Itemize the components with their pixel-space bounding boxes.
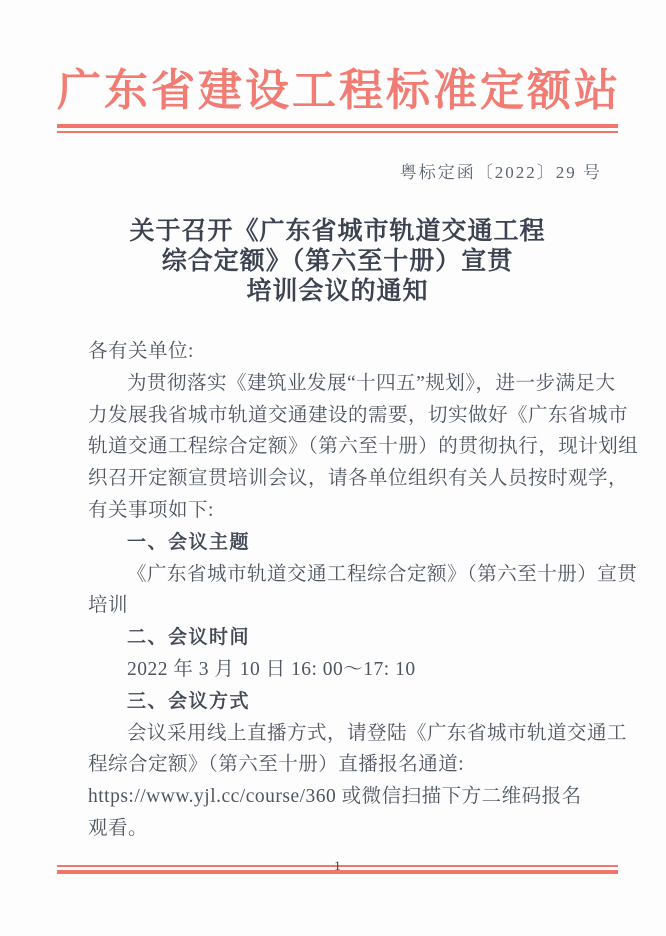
body-line: 程综合定额》（第六至十册）直播报名通道: (88, 754, 465, 776)
doc-title-line-2: 综合定额》（第六至十册）宣贯 (161, 248, 514, 275)
body-line: 为贯彻落实《建筑业发展“十四五”规划》，进一步满足大 (127, 372, 616, 394)
doc-title (57, 217, 618, 307)
body-line: 织召开定额宣贯培训会议，请各单位组织有关人员按时观学， (88, 468, 629, 490)
letterhead-double-rule (57, 124, 618, 133)
letterhead-org-name: 广东省建设工程标准定额站 (57, 66, 621, 115)
body-line: 2022 年 3 月 10 日 16: 00～17: 10 (127, 658, 416, 680)
body-line: 会议采用线上直播方式，请登陆《广东省城市轨道交通工 (127, 722, 628, 744)
doc-title-line-3: 培训会议的通知 (246, 278, 429, 305)
body-line: 各有关单位: (88, 341, 194, 362)
body-line: 有关事项如下: (88, 499, 214, 521)
section-heading: 三、会议方式 (127, 690, 251, 712)
body-line: 培训 (88, 595, 129, 617)
doc-title-line-1: 关于召开《广东省城市轨道交通工程 (129, 218, 546, 245)
doc-number: 粤标定函〔2022〕29 号 (399, 163, 602, 182)
section-heading: 二、会议时间 (127, 627, 251, 649)
notice-body (88, 336, 639, 845)
section-heading: 一、会议主题 (127, 531, 251, 553)
body-line: 轨道交通工程综合定额》（第六至十册）的贯彻执行，现计划组 (88, 436, 639, 458)
body-line: 观看。 (88, 817, 149, 839)
page-number: 1 (334, 858, 341, 873)
body-line: https://www.yjl.cc/course/360 或微信扫描下方二维码报名 (88, 786, 582, 808)
body-line: 《广东省城市轨道交通工程综合定额》（第六至十册）宣贯 (127, 563, 638, 585)
body-line: 力发展我省城市轨道交通建设的需要，切实做好《广东省城市 (88, 404, 629, 426)
